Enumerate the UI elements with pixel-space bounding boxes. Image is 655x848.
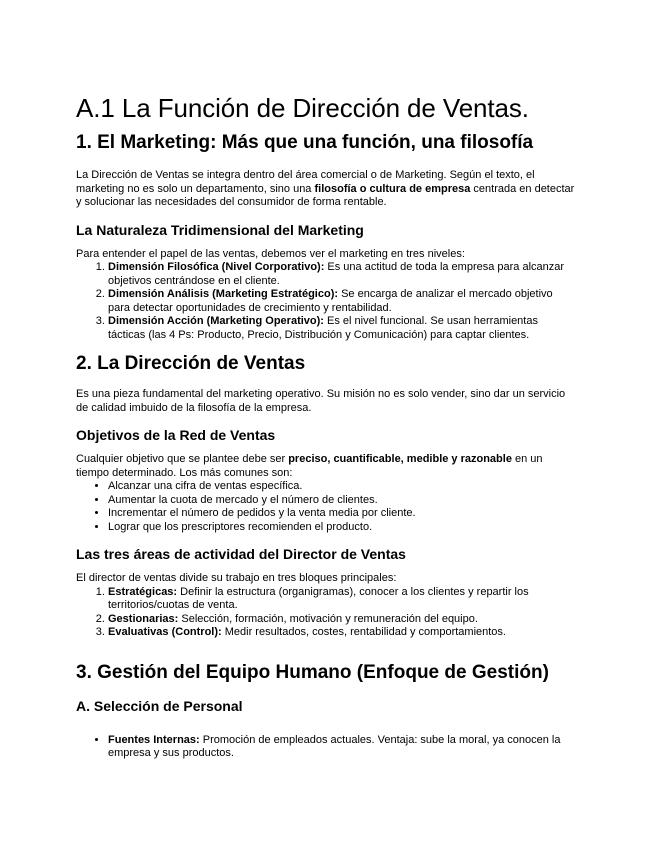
section-1-intro: La Dirección de Ventas se integra dentro del área comercial o de Marketing. Según el texto, el marketing no es solo un departamento, sino una filosofía o cultura de empresa centrada en detectar y solucionar las necesidades del consumidor de forma rentable. [76,169,575,208]
document-title: A.1 La Función de Dirección de Ventas. [76,93,529,123]
objectives-subheading: Objetivos de la Red de Ventas [76,427,276,443]
objectives-lead: Cualquier objetivo que se plantee debe ser preciso, cuantificable, medible y razonable en un tiempo determinado. Los más comunes son: [76,453,543,479]
section-1-subheading: La Naturaleza Tridimensional del Marketing [76,221,364,238]
list-item: • Incrementar el número de pedidos y la venta media por cliente. [108,507,575,521]
list-item: • Lograr que los prescriptores recomienden el producto. [108,521,575,535]
list-item: 1. Estratégicas: Definir la estructura (organigramas), conocer a los clientes y repartir los territorios/cuotas de venta. [108,586,575,613]
list-item: 2. Dimensión Análisis (Marketing Estratégico): Se encarga de analizar el mercado objetivo para detectar oportunidades de crecimiento y rentabilidad. [108,288,575,315]
areas-lead: El director de ventas divide su trabajo en tres bloques principales: [76,572,397,584]
objectives-list [76,480,575,534]
list-item: 3. Dimensión Acción (Marketing Operativo): Es el nivel funcional. Se usan herramientas tácticas (las 4 Ps: Producto, Precio, Distribución y Comunicación) para captar clientes. [108,315,575,342]
sources-list [76,734,575,761]
dimensions-list [76,261,575,342]
section-3-heading: 3. Gestión del Equipo Humano (Enfoque de Gestión) [76,661,549,683]
list-item: 1. Dimensión Filosófica (Nivel Corporativo): Es una actitud de toda la empresa para alcanzar objetivos centrándose en el cliente. [108,261,575,288]
areas-list [76,586,575,640]
section-3-subheading: A. Selección de Personal [76,697,243,714]
list-item: 3. Evaluativas (Control): Medir resultados, costes, rentabilidad y comportamientos. [108,626,575,640]
areas-subheading: Las tres áreas de actividad del Director de Ventas [76,546,406,562]
list-item: • Alcanzar una cifra de ventas específica. [108,480,575,494]
list-item: 2. Gestionarias: Selección, formación, motivación y remuneración del equipo. [108,613,575,627]
section-1-lead: Para entender el papel de las ventas, debemos ver el marketing en tres niveles: [76,247,465,260]
list-item: • Fuentes Internas: Promoción de empleados actuales. Ventaja: sube la moral, ya conocen la empresa y sus productos. [108,734,575,761]
section-1-heading: 1. El Marketing: Más que una función, una filosofía [76,132,534,153]
list-item: • Aumentar la cuota de mercado y el número de clientes. [108,494,575,508]
section-2-intro: Es una pieza fundamental del marketing operativo. Su misión no es solo vender, sino dar un servicio de calidad imbuido de la filosofía de la empresa. [76,388,566,414]
section-2-heading: 2. La Dirección de Ventas [76,353,306,374]
